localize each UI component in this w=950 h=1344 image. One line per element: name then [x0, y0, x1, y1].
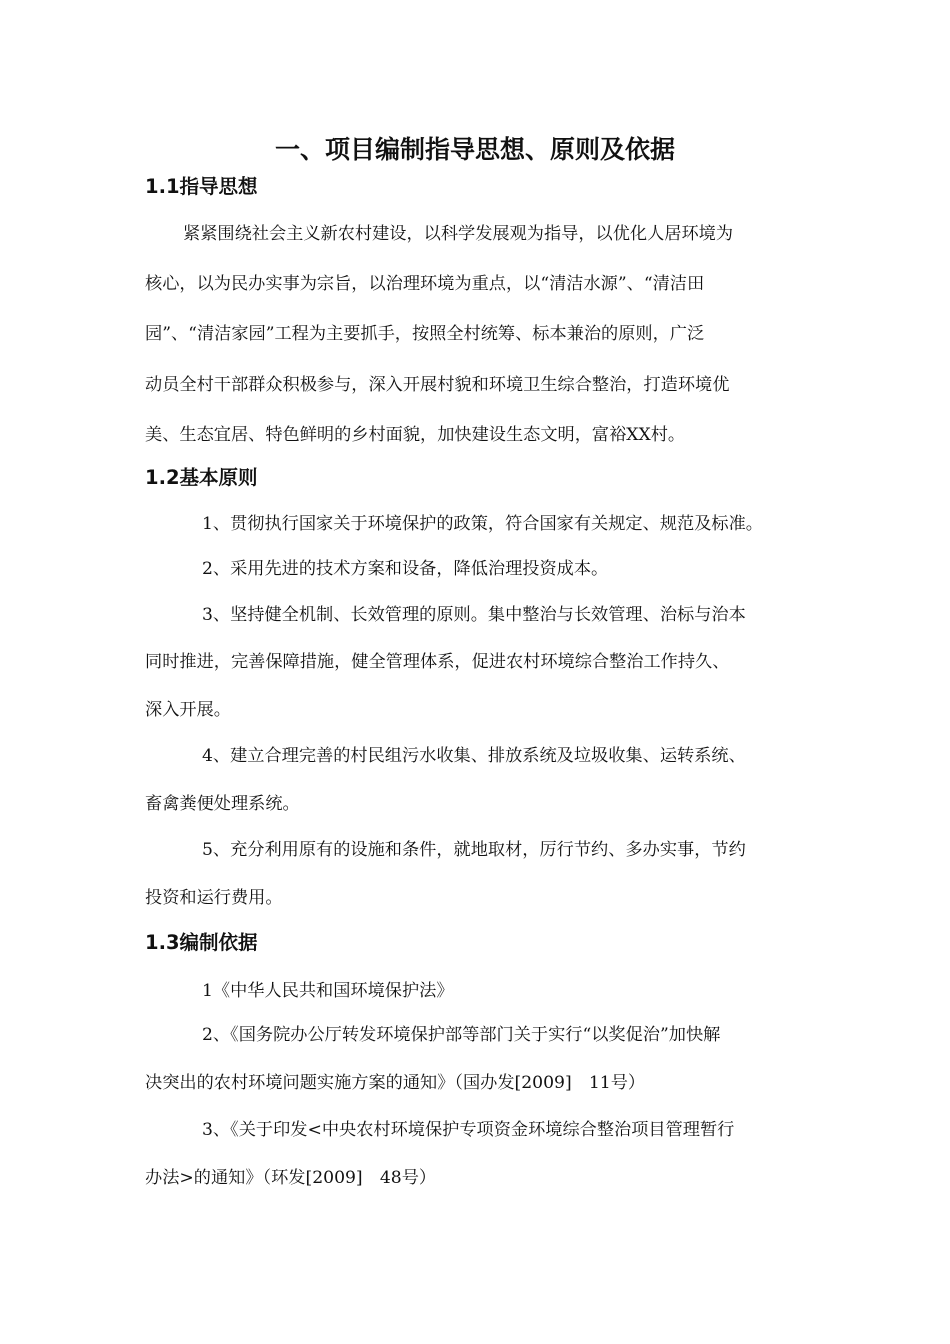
- paragraph-line: 决突出的农村环境问题实施方案的通知》（国办发[2009] 11号）: [145, 1073, 646, 1093]
- section-heading-1-2: 1.2基本原则: [145, 466, 258, 489]
- paragraph-line: 核心，以为民办实事为宗旨，以治理环境为重点，以“清洁水源”、“清洁田: [145, 274, 705, 294]
- paragraph-line: 园”、“清洁家园”工程为主要抓手，按照全村统筹、标本兼治的原则，广泛: [145, 324, 705, 344]
- paragraph-line: 1《中华人民共和国环境保护法》: [202, 981, 454, 1001]
- section-heading-1-1: 1.1指导思想: [145, 175, 258, 198]
- paragraph-line: 办法>的通知》（环发[2009] 48号）: [145, 1168, 437, 1188]
- paragraph-line: 深入开展。: [145, 700, 231, 720]
- section-heading-1-3: 1.3编制依据: [145, 931, 258, 954]
- page-title: 一、项目编制指导思想、原则及依据: [274, 135, 675, 164]
- paragraph-line: 3、《关于印发<中央农村环境保护专项资金环境综合整治项目管理暂行: [202, 1120, 735, 1140]
- paragraph-line: 1、贯彻执行国家关于环境保护的政策，符合国家有关规定、规范及标准。: [202, 514, 763, 534]
- paragraph-line: 动员全村干部群众积极参与，深入开展村貌和环境卫生综合整治，打造环境优: [145, 375, 730, 395]
- paragraph-line: 畜禽粪便处理系统。: [145, 794, 300, 814]
- paragraph-line: 投资和运行费用。: [145, 888, 283, 908]
- paragraph-line: 美、生态宜居、特色鲜明的乡村面貌，加快建设生态文明，富裕XX村。: [145, 425, 686, 445]
- paragraph-line: 紧紧围绕社会主义新农村建设，以科学发展观为指导，以优化人居环境为: [183, 224, 734, 244]
- paragraph-line: 3、坚持健全机制、长效管理的原则。集中整治与长效管理、治标与治本: [202, 605, 746, 625]
- paragraph-line: 2、采用先进的技术方案和设备，降低治理投资成本。: [202, 559, 609, 579]
- paragraph-line: 2、《国务院办公厅转发环境保护部等部门关于实行“以奖促治”加快解: [202, 1025, 721, 1045]
- paragraph-line: 5、充分利用原有的设施和条件，就地取材，厉行节约、多办实事，节约: [202, 840, 746, 860]
- paragraph-line: 4、建立合理完善的村民组污水收集、排放系统及垃圾收集、运转系统、: [202, 746, 746, 766]
- paragraph-line: 同时推进，完善保障措施，健全管理体系，促进农村环境综合整治工作持久、: [145, 652, 730, 672]
